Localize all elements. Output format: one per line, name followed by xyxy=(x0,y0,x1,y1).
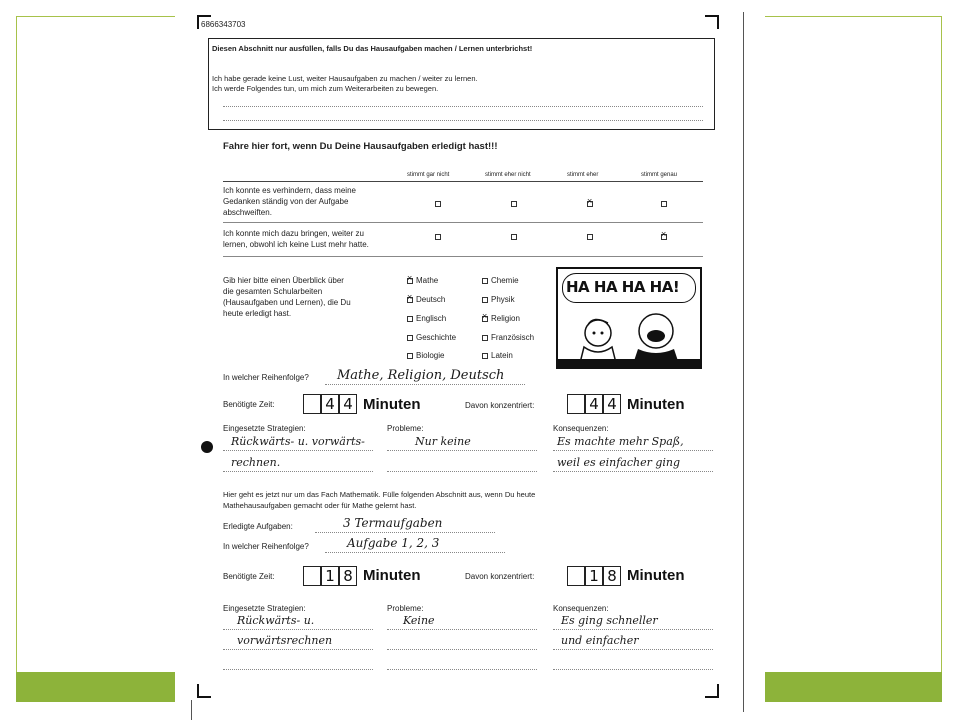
problems-label: Probleme: xyxy=(387,424,424,433)
strategies-answer-2: rechnen. xyxy=(231,456,281,469)
subject-englisch[interactable] xyxy=(407,314,446,323)
subject-geschichte-label: Geschichte xyxy=(416,333,457,342)
math-problems-label: Probleme: xyxy=(387,604,424,613)
item2-text-line2: lernen, obwohl ich keine Lust mehr hatte. xyxy=(223,240,369,249)
math-strategies-answer-1: Rückwärts- u. xyxy=(237,614,315,627)
subject-mathe[interactable] xyxy=(407,276,438,285)
strategies-label: Eingesetzte Strategien: xyxy=(223,424,306,433)
math-time-minutes-label: Minuten xyxy=(363,567,421,584)
overview-prompt-line1: Gib hier bitte einen Überblick über xyxy=(223,276,344,285)
subject-geschichte-checkbox[interactable] xyxy=(407,335,413,341)
scale-header-4: stimmt genau xyxy=(641,172,678,178)
section3-header-line1: Hier geht es jetzt nur um das Fach Mathematik. Fülle folgenden Abschnitt aus, wenn Du heute xyxy=(223,490,536,499)
item1-text-line1: Ich konnte es verhindern, dass meine xyxy=(223,186,356,195)
consequences-answer-2: weil es einfacher ging xyxy=(557,456,681,469)
item-divider xyxy=(223,222,703,223)
subject-physik[interactable] xyxy=(482,295,515,304)
focused-digit-3: 4 xyxy=(603,394,621,414)
time-minutes-label: Minuten xyxy=(363,396,421,413)
corner-mark-bottom-right xyxy=(705,684,719,698)
scale-header-1: stimmt gar nicht xyxy=(407,172,450,178)
subject-chemie[interactable] xyxy=(482,276,519,285)
consequences-label: Konsequenzen: xyxy=(553,424,609,433)
math-focused-label: Davon konzentriert: xyxy=(465,572,535,581)
math-strategies-line-1 xyxy=(223,629,373,630)
comic-characters-icon xyxy=(558,303,700,367)
strategies-line-2 xyxy=(223,471,373,472)
done-label: Erledigte Aufgaben: xyxy=(223,522,293,531)
math-time-digit-2: 1 xyxy=(321,566,339,586)
subject-deutsch-label: Deutsch xyxy=(416,295,446,304)
item1-checkbox-2[interactable] xyxy=(511,201,517,207)
subject-englisch-checkbox[interactable] xyxy=(407,316,413,322)
item1-text-line2: Gedanken ständig von der Aufgabe xyxy=(223,197,349,206)
subject-franzoesisch-label: Französisch xyxy=(491,333,535,342)
focused-digit-2: 4 xyxy=(585,394,603,414)
section1-answer-line-2 xyxy=(223,120,703,121)
subject-deutsch[interactable] xyxy=(407,295,445,304)
subject-latein-checkbox[interactable] xyxy=(482,353,488,359)
subject-chemie-label: Chemie xyxy=(491,276,519,285)
subject-chemie-checkbox[interactable] xyxy=(482,278,488,284)
item2-checkbox-3[interactable] xyxy=(587,234,593,240)
subject-physik-label: Physik xyxy=(491,295,515,304)
corner-mark-bottom-left xyxy=(197,684,211,698)
math-strategies-label: Eingesetzte Strategien: xyxy=(223,604,306,613)
order-answer: Mathe, Religion, Deutsch xyxy=(337,368,505,383)
scale-header-2: stimmt eher nicht xyxy=(485,172,531,178)
math-consequences-line-3 xyxy=(553,669,713,670)
consequences-line-2 xyxy=(553,471,713,472)
subject-franzoesisch-checkbox[interactable] xyxy=(482,335,488,341)
section1-line1: Ich habe gerade keine Lust, weiter Hausaufgaben zu machen / weiter zu lernen. xyxy=(212,74,478,83)
subject-geschichte[interactable] xyxy=(407,333,456,342)
math-strategies-line-2 xyxy=(223,649,373,650)
math-time-digit-1 xyxy=(303,566,321,586)
item2-text-line1: Ich konnte mich dazu bringen, weiter zu xyxy=(223,229,364,238)
item2-checkbox-4[interactable] xyxy=(661,234,667,240)
subject-englisch-label: Englisch xyxy=(416,314,447,323)
subject-religion-checkbox[interactable] xyxy=(482,316,488,322)
math-problems-answer: Keine xyxy=(403,614,435,627)
item2-checkbox-2[interactable] xyxy=(511,234,517,240)
done-answer: 3 Termaufgaben xyxy=(343,516,443,530)
done-line xyxy=(315,532,495,533)
time-digit-3: 4 xyxy=(339,394,357,414)
problems-answer: Nur keine xyxy=(415,435,471,448)
section1-answer-line-1 xyxy=(223,106,703,107)
document-id: 6866343703 xyxy=(201,20,246,29)
subject-religion[interactable] xyxy=(482,314,520,323)
focused-label: Davon konzentriert: xyxy=(465,401,535,410)
corner-mark-top-right xyxy=(705,15,719,29)
problems-line-2 xyxy=(387,471,537,472)
green-bar-left xyxy=(16,672,175,702)
subject-latein-label: Latein xyxy=(491,351,513,360)
section1-header: Diesen Abschnitt nur ausfüllen, falls Du das Hausaufgaben machen / Lernen unterbrichst! xyxy=(212,44,533,53)
section3-header-line2: Mathehausaufgaben gemacht oder für Mathe gelernt hast. xyxy=(223,501,417,510)
strategies-line-1 xyxy=(223,450,373,451)
subject-biologie-label: Biologie xyxy=(416,351,445,360)
focused-minutes-label: Minuten xyxy=(627,396,685,413)
subject-biologie[interactable] xyxy=(407,351,444,360)
item1-text-line3: abschweiften. xyxy=(223,208,272,217)
problems-line-1 xyxy=(387,450,537,451)
time-digit-1 xyxy=(303,394,321,414)
subject-mathe-checkbox[interactable] xyxy=(407,278,413,284)
comic-text: HA HA HA HA! xyxy=(566,278,680,296)
subject-mathe-label: Mathe xyxy=(416,276,439,285)
math-strategies-line-3 xyxy=(223,669,373,670)
focused-digit-1 xyxy=(567,394,585,414)
math-consequences-answer-2: und einfacher xyxy=(561,634,639,647)
time-digit-2: 4 xyxy=(321,394,339,414)
punch-hole-mark xyxy=(201,441,213,453)
overview-prompt-line4: heute erledigt hast. xyxy=(223,309,292,318)
overview-prompt-line3: (Hausaufgaben und Lernen), die Du xyxy=(223,298,351,307)
math-consequences-line-2 xyxy=(553,649,713,650)
scan-edge-left xyxy=(191,700,192,720)
item1-checkbox-4[interactable] xyxy=(661,201,667,207)
subject-deutsch-checkbox[interactable] xyxy=(407,297,413,303)
math-order-answer: Aufgabe 1, 2, 3 xyxy=(347,536,440,550)
scale-header-3: stimmt eher xyxy=(567,172,599,178)
scan-edge-right xyxy=(743,12,744,712)
math-consequences-label: Konsequenzen: xyxy=(553,604,609,613)
math-problems-line-2 xyxy=(387,649,537,650)
item-divider-2 xyxy=(223,256,703,257)
item2-checkbox-1[interactable] xyxy=(435,234,441,240)
math-focused-digit-3: 8 xyxy=(603,566,621,586)
item1-checkbox-3[interactable] xyxy=(587,201,593,207)
subject-franzoesisch[interactable] xyxy=(482,333,534,342)
math-strategies-answer-2: vorwärtsrechnen xyxy=(237,634,333,647)
math-order-line xyxy=(325,552,505,553)
math-order-label: In welcher Reihenfolge? xyxy=(223,542,309,551)
math-time-label: Benötigte Zeit: xyxy=(223,572,275,581)
comic-panel xyxy=(556,267,702,369)
overview-prompt-line2: die gesamten Schularbeiten xyxy=(223,287,323,296)
subject-religion-label: Religion xyxy=(491,314,520,323)
math-focused-digit-1 xyxy=(567,566,585,586)
consequences-line-1 xyxy=(553,450,713,451)
math-focused-minutes-label: Minuten xyxy=(627,567,685,584)
scale-divider xyxy=(223,181,703,182)
scanned-questionnaire xyxy=(175,0,765,720)
green-bar-right xyxy=(765,672,942,702)
consequences-answer-1: Es machte mehr Spaß, xyxy=(557,435,684,448)
math-consequences-line-1 xyxy=(553,629,713,630)
item1-checkbox-1[interactable] xyxy=(435,201,441,207)
math-time-digit-3: 8 xyxy=(339,566,357,586)
subject-latein[interactable] xyxy=(482,351,513,360)
time-label: Benötigte Zeit: xyxy=(223,400,275,409)
math-focused-digit-2: 1 xyxy=(585,566,603,586)
math-problems-line-1 xyxy=(387,629,537,630)
section2-header: Fahre hier fort, wenn Du Deine Hausaufgaben erledigt hast!!! xyxy=(223,141,498,152)
subject-physik-checkbox[interactable] xyxy=(482,297,488,303)
section1-line2: Ich werde Folgendes tun, um mich zum Weiterarbeiten zu bewegen. xyxy=(212,84,439,93)
math-consequences-answer-1: Es ging schneller xyxy=(561,614,658,627)
order-label: In welcher Reihenfolge? xyxy=(223,373,309,382)
order-line xyxy=(325,384,525,385)
strategies-answer-1: Rückwärts- u. vorwärts- xyxy=(231,435,365,448)
subject-biologie-checkbox[interactable] xyxy=(407,353,413,359)
math-problems-line-3 xyxy=(387,669,537,670)
